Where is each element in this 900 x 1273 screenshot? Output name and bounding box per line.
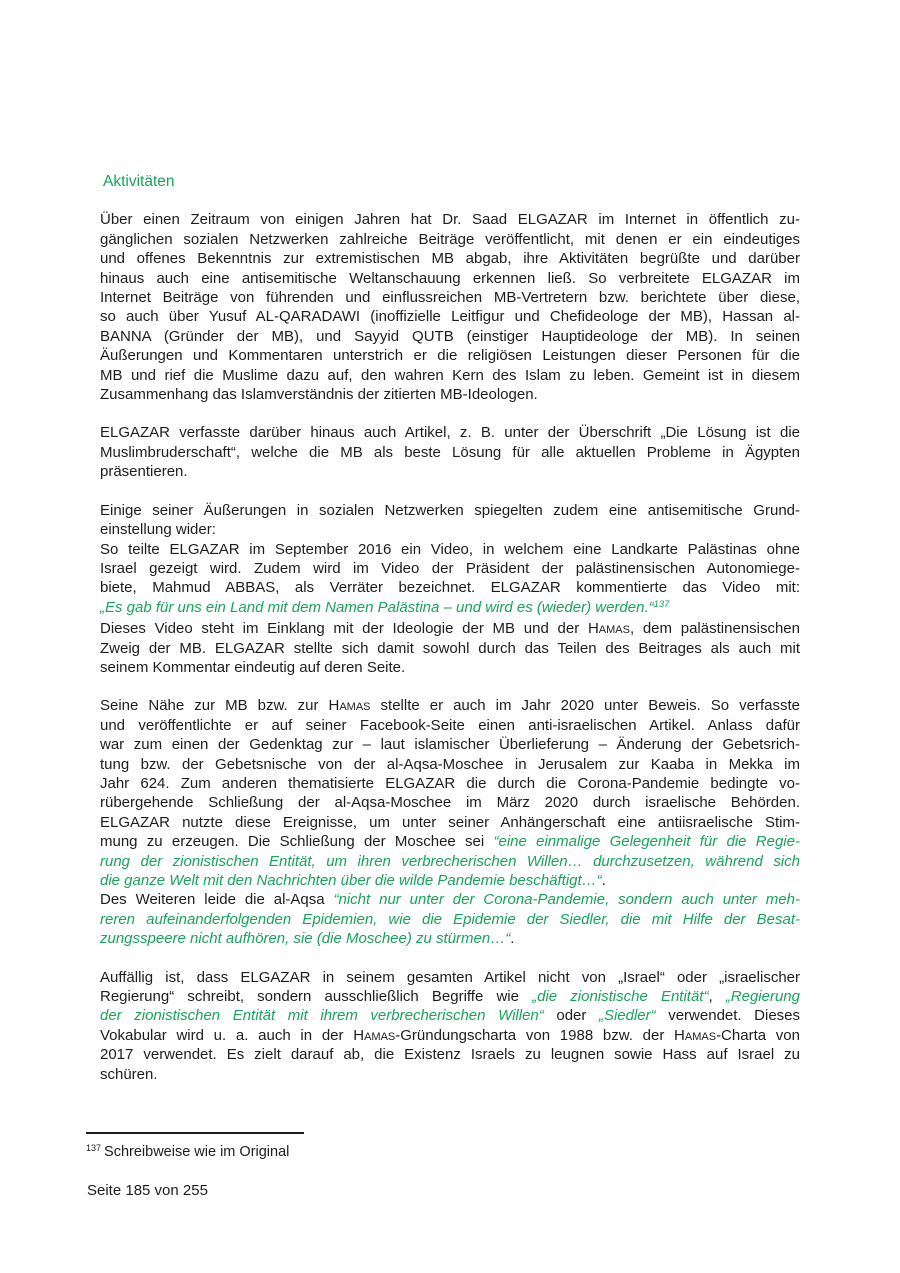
body-text: Dieses Video steht im Einklang mit der Ideologie der MB und der	[100, 620, 588, 638]
footnote	[86, 1143, 289, 1163]
quoted-text: „Regierung	[725, 988, 800, 1006]
text-line	[100, 288, 800, 307]
body-text: oder	[543, 1007, 599, 1025]
body-text: .	[510, 930, 515, 948]
text-line	[100, 327, 800, 346]
body-text: verwendet. Dieses	[655, 1007, 801, 1025]
footnote-ref: 137	[653, 598, 670, 610]
text-line	[100, 520, 800, 539]
body-text: Zusammenhang das Islamverständnis der zitierten MB-Ideologen.	[100, 386, 538, 404]
paragraph	[100, 696, 800, 948]
body-text: und offenes Bekenntnis zur extremistischen MB abgab, ihre Aktivitäten begrüßte und darüber	[100, 250, 800, 268]
smallcaps-text: Hamas	[674, 1026, 717, 1044]
section-heading: Aktivitäten	[103, 173, 175, 190]
body-text: Jahr 624. Zum anderen thematisierte ELGAZAR die durch die Corona-Pandemie bedingte vo-	[100, 774, 800, 792]
document-content	[100, 172, 800, 1084]
body-text: Muslimbruderschaft“, welche die MB als beste Lösung für alle aktuellen Probleme in Ägypten	[100, 443, 800, 461]
text-line	[100, 852, 800, 871]
smallcaps-text: Hamas	[353, 1026, 396, 1044]
text-line	[100, 716, 800, 735]
text-line	[100, 929, 800, 948]
footnote-text: Schreibweise wie im Original	[104, 1144, 290, 1160]
body-text: ELGAZAR nutzte diese Ereignisse, um unter seiner Anhängerschaft eine antiisraelische Stim-	[100, 813, 800, 831]
quoted-text: “nicht nur unter der Corona-Pandemie, sondern auch unter meh-	[333, 891, 800, 909]
text-line	[100, 871, 800, 890]
body-text: Auffällig ist, dass ELGAZAR in seinem gesamten Artikel nicht von „Israel“ oder „israelischer	[100, 968, 800, 986]
body-text: hinaus auch eine antisemitische Weltanschauung erkennen ließ. So verbreitete ELGAZAR im	[100, 269, 800, 287]
text-line	[100, 774, 800, 793]
paragraph	[100, 501, 800, 678]
body-text: Zweig der MB. ELGAZAR stellte sich damit sowohl durch das Teilen des Beitrages als auch mit	[100, 639, 800, 657]
text-line	[100, 735, 800, 754]
text-line	[100, 968, 800, 987]
text-line	[100, 540, 800, 559]
body-text: -Gründungscharta von 1988 bzw. der	[395, 1026, 675, 1044]
paragraph	[100, 968, 800, 1084]
body-text: So teilte ELGAZAR im September 2016 ein Video, in welchem eine Landkarte Palästinas ohne	[100, 540, 800, 558]
body-text: , dem palästinensischen	[629, 620, 800, 638]
text-line	[100, 230, 800, 249]
body-text: schüren.	[100, 1065, 158, 1083]
text-line	[100, 1045, 800, 1064]
body-paragraphs	[100, 210, 800, 1084]
text-line	[100, 890, 800, 909]
text-line	[100, 578, 800, 597]
text-line	[100, 619, 800, 638]
body-text: seinem Kommentar eindeutig auf deren Seite.	[100, 658, 406, 676]
text-line	[100, 639, 800, 658]
text-line	[100, 269, 800, 288]
quoted-text: rung der zionistischen Entität, um ihren verbrecherischen Willen… durchzusetzen, während sich	[100, 852, 800, 870]
quoted-text: „Es gab für uns ein Land mit dem Namen Palästina – und wird es (wieder) werden.“	[100, 598, 654, 616]
body-text: -Charta von	[716, 1026, 800, 1044]
smallcaps-text: Hamas	[328, 697, 371, 715]
quoted-text: reren aufeinanderfolgenden Epidemien, wie die Epidemie der Siedler, die mit Hilfe der Besat-	[100, 910, 800, 928]
text-line	[100, 598, 800, 619]
text-line	[100, 385, 800, 404]
text-line	[100, 793, 800, 812]
body-text: tung bzw. der Gebetsnische von der al-Aqsa-Moschee in Jerusalem zur Kaaba in Mekka im	[100, 755, 800, 773]
text-line	[100, 423, 800, 442]
body-text: Über einen Zeitraum von einigen Jahren hat Dr. Saad ELGAZAR im Internet in öffentlich zu-	[100, 211, 800, 229]
body-text: gänglichen sozialen Netzwerken zahlreiche Beiträge veröffentlicht, mit denen er ein eindeutiges	[100, 230, 800, 248]
text-line	[100, 813, 800, 832]
body-text: Einige seiner Äußerungen in sozialen Netzwerken spiegelten zudem eine antisemitische Grund-	[100, 501, 800, 519]
footnote-separator	[86, 1132, 304, 1134]
body-text: stellte er auch im Jahr 2020 unter Beweis. So verfasste	[370, 697, 800, 715]
text-line	[100, 210, 800, 229]
body-text: .	[601, 872, 606, 889]
text-line	[100, 987, 800, 1006]
text-line	[100, 1006, 800, 1025]
text-line	[100, 696, 800, 715]
smallcaps-text: Hamas	[587, 620, 630, 638]
text-line	[100, 462, 800, 481]
text-line	[100, 910, 800, 929]
text-line	[100, 346, 800, 365]
quoted-text: der zionistischen Entität mit ihrem verbrecherischen Willen“	[100, 1007, 544, 1025]
body-text: mung zu erzeugen. Die Schließung der Moschee sei	[100, 833, 494, 851]
body-text: 2017 verwendet. Es zielt darauf ab, die Existenz Israels zu leugnen sowie Hass auf Israel zu	[100, 1046, 800, 1064]
text-line	[100, 559, 800, 578]
quoted-text: “eine einmalige Gelegenheit für die Regie-	[493, 833, 800, 851]
body-text: Internet Beiträge von führenden und einflussreichen MB-Vertretern bzw. berichtete über diese,	[100, 289, 800, 307]
body-text: biete, Mahmud ABBAS, als Verräter bezeichnet. ELGAZAR kommentierte das Video mit:	[100, 579, 800, 597]
text-line	[100, 501, 800, 520]
body-text: BANNA (Gründer der MB), und Sayyid QUTB (einstiger Hauptideologe der MB). In seinen	[100, 327, 800, 345]
body-text: ELGAZAR verfasste darüber hinaus auch Artikel, z. B. unter der Überschrift „Die Lösung ist die	[100, 424, 800, 442]
body-text: Israel gezeigt wird. Zudem wird im Video der Präsident der palästinensischen Autonomiege-	[100, 559, 800, 577]
paragraph	[100, 210, 800, 404]
body-text: MB und rief die Muslime dazu auf, den wahren Kern des Islam zu leben. Gemeint ist in diesem	[100, 366, 800, 384]
body-text: Äußerungen und Kommentaren unterstrich er die religiösen Leistungen dieser Personen für die	[100, 347, 800, 365]
body-text: rübergehende Schließung der al-Aqsa-Moschee im März 2020 durch israelische Behörden.	[100, 794, 800, 812]
quoted-text: zungsspeere nicht aufhören, sie (die Moschee) zu stürmen…“	[100, 930, 511, 948]
text-line	[100, 307, 800, 326]
text-line	[100, 755, 800, 774]
body-text: präsentieren.	[100, 463, 188, 481]
body-text: ,	[708, 988, 726, 1006]
text-line	[100, 658, 800, 677]
body-text: Vokabular wird u. a. auch in der	[100, 1026, 354, 1044]
text-line	[100, 1065, 800, 1084]
text-line	[100, 366, 800, 385]
body-text: Regierung“ schreibt, sondern ausschließlich Begriffe wie	[100, 988, 533, 1006]
text-line	[100, 832, 800, 851]
footnote-marker: 137	[86, 1143, 102, 1153]
body-text: war zum einen der Gedenktag zur – laut islamischer Überlieferung – Änderung der Gebetsrich-	[100, 736, 800, 754]
text-line	[100, 1026, 800, 1045]
text-line	[100, 249, 800, 268]
page-number: Seite 185 von 255	[87, 1182, 208, 1199]
quoted-text: „die zionistische Entität“	[532, 988, 709, 1006]
quoted-text: die ganze Welt mit den Nachrichten über die wilde Pandemie beschäftigt…“	[100, 872, 602, 889]
body-text: Seine Nähe zur MB bzw. zur	[100, 697, 329, 715]
quoted-text: „Siedler“	[598, 1007, 656, 1025]
body-text: Des Weiteren leide die al-Aqsa	[100, 891, 334, 909]
paragraph	[100, 423, 800, 481]
body-text: so auch über Yusuf AL-QARADAWI (inoffizielle Leitfigur und Chefideologe der MB), Hassan al-	[100, 308, 800, 326]
body-text: einstellung wider:	[100, 521, 216, 539]
text-line	[100, 443, 800, 462]
body-text: und veröffentlichte er auf seiner Facebook-Seite einen anti-israelischen Artikel. Anlass dafür	[100, 716, 800, 734]
